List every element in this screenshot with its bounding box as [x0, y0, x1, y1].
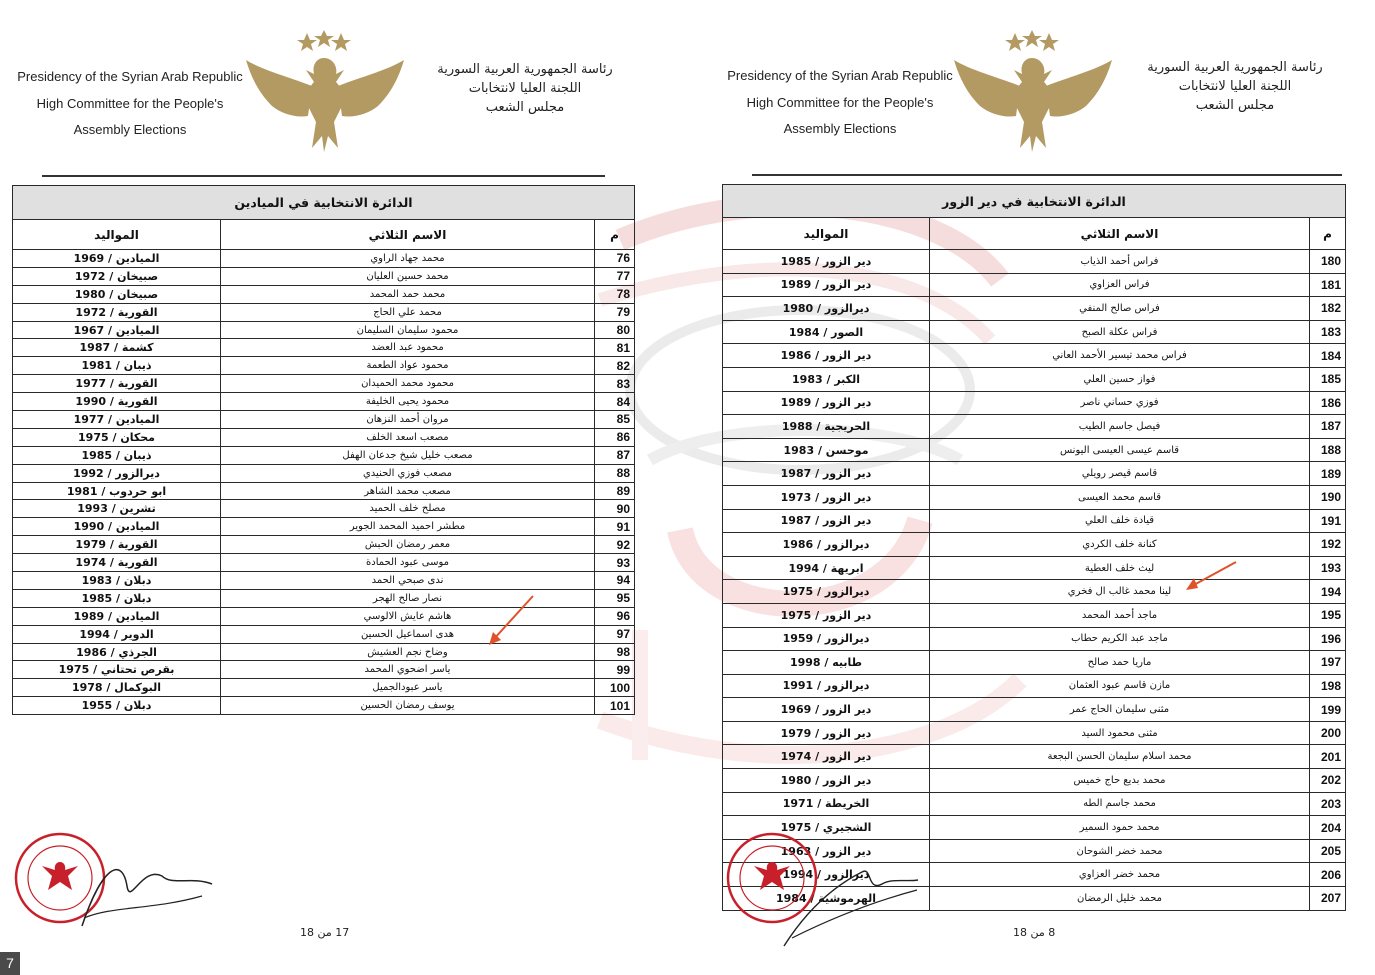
birthplace-year-cell: دبلان / 1983 [13, 572, 221, 590]
birthplace-year-cell: كشمة / 1987 [13, 339, 221, 357]
candidate-name-cell: فراس محمد تيسير الأحمد العاني [930, 344, 1310, 368]
header-ar-line3: مجلس الشعب [1195, 98, 1275, 113]
birthplace-year-cell: القورية / 1977 [13, 375, 221, 393]
row-number-cell: 195 [1310, 603, 1346, 627]
left-table-body [13, 250, 635, 715]
birthplace-year-cell: دير الزور / 1989 [723, 273, 930, 297]
table-row [723, 320, 1346, 344]
row-number-cell: 85 [595, 411, 635, 429]
candidate-name-cell: مصعب خليل شيخ جدعان الهفل [221, 446, 595, 464]
birthplace-year-cell: دبلان / 1955 [13, 697, 221, 715]
header-arabic [1130, 58, 1340, 115]
birthplace-year-cell: صبيخان / 1972 [13, 267, 221, 285]
birthplace-year-cell: ابريهة / 1994 [723, 556, 930, 580]
row-number-cell: 88 [595, 464, 635, 482]
header-en-line2: High Committee for the People's [36, 95, 224, 111]
row-number-cell: 94 [595, 572, 635, 590]
candidate-name-cell: محمود يحيى الخليفة [221, 393, 595, 411]
candidate-name-cell: مصعب اسعد الخلف [221, 428, 595, 446]
table-row [13, 303, 635, 321]
table-row [723, 674, 1346, 698]
eagle-emblem-icon [950, 30, 1115, 155]
birthplace-year-cell: ذيبان / 1985 [13, 446, 221, 464]
candidate-name-cell: محمد بديع حاج خميس [930, 769, 1310, 793]
header-english [10, 64, 250, 144]
header-arabic [420, 60, 630, 117]
birthplace-year-cell: دير الزور / 1987 [723, 462, 930, 486]
candidate-name-cell: معمر رمضان الحبش [221, 536, 595, 554]
candidate-name-cell: محمد حمود السمير [930, 816, 1310, 840]
candidate-name-cell: ياسر اضحوي المحمد [221, 661, 595, 679]
district-title: الدائرة الانتخابية في دير الزور [723, 185, 1346, 218]
header-en-line1: Presidency of the Syrian Arab Republic [727, 68, 953, 83]
header-ar-line1: رئاسة الجمهورية العربية السورية [437, 62, 613, 77]
row-number-cell: 191 [1310, 509, 1346, 533]
column-header-num: م [595, 220, 635, 250]
table-row [723, 367, 1346, 391]
row-number-cell: 206 [1310, 863, 1346, 887]
row-number-cell: 91 [595, 518, 635, 536]
table-row [13, 357, 635, 375]
candidate-name-cell: مصعب فوزي الحنيدي [221, 464, 595, 482]
birthplace-year-cell: الميادين / 1989 [13, 607, 221, 625]
row-number-cell: 84 [595, 393, 635, 411]
birthplace-year-cell: الميادين / 1969 [13, 250, 221, 268]
row-number-cell: 183 [1310, 320, 1346, 344]
table-row [13, 536, 635, 554]
row-number-cell: 100 [595, 679, 635, 697]
birthplace-year-cell: الخريطة / 1971 [723, 792, 930, 816]
birthplace-year-cell: تشرين / 1993 [13, 500, 221, 518]
birthplace-year-cell: طابيه / 1998 [723, 651, 930, 675]
column-header-num: م [1310, 218, 1346, 250]
header-en-line1: Presidency of the Syrian Arab Republic [17, 69, 243, 84]
candidate-name-cell: لينا محمد غالب ال فخري [930, 580, 1310, 604]
row-number-cell: 76 [595, 250, 635, 268]
header-en-line3: Assembly Elections [73, 122, 187, 137]
candidate-name-cell: قاسم محمد العيسى [930, 485, 1310, 509]
row-number-cell: 184 [1310, 344, 1346, 368]
right-page [700, 0, 1375, 975]
eagle-emblem-icon [242, 30, 407, 155]
table-row [723, 556, 1346, 580]
candidate-name-cell: ماجد عبد الكريم حطاب [930, 627, 1310, 651]
birthplace-year-cell: محكان / 1975 [13, 428, 221, 446]
birthplace-year-cell: دير الزور / 1973 [723, 485, 930, 509]
row-number-cell: 201 [1310, 745, 1346, 769]
row-number-cell: 197 [1310, 651, 1346, 675]
row-number-cell: 101 [595, 697, 635, 715]
row-number-cell: 97 [595, 625, 635, 643]
corner-tag: 7 [0, 952, 20, 975]
candidate-name-cell: محمد جهاد الراوي [221, 250, 595, 268]
table-row [723, 344, 1346, 368]
birthplace-year-cell: القورية / 1990 [13, 393, 221, 411]
table-row [13, 339, 635, 357]
left-page [0, 0, 655, 975]
table-row [723, 485, 1346, 509]
arrow-pointer-icon [1182, 558, 1240, 594]
row-number-cell: 192 [1310, 533, 1346, 557]
table-row [13, 375, 635, 393]
row-number-cell: 188 [1310, 438, 1346, 462]
table-row [723, 627, 1346, 651]
birthplace-year-cell: ديرالزور / 1991 [723, 674, 930, 698]
header-ar-line3: مجلس الشعب [485, 100, 565, 115]
row-number-cell: 202 [1310, 769, 1346, 793]
candidate-name-cell: يوسف رمضان الحسين [221, 697, 595, 715]
table-row [723, 580, 1346, 604]
table-row [723, 533, 1346, 557]
row-number-cell: 198 [1310, 674, 1346, 698]
table-row [13, 267, 635, 285]
table-row [13, 589, 635, 607]
candidate-name-cell: محمد خضر الشوحان [930, 839, 1310, 863]
table-row [723, 297, 1346, 321]
birthplace-year-cell: الصور / 1984 [723, 320, 930, 344]
birthplace-year-cell: الحريجية / 1988 [723, 415, 930, 439]
candidate-name-cell: موسى عبود الحمادة [221, 554, 595, 572]
row-number-cell: 83 [595, 375, 635, 393]
table-row [13, 446, 635, 464]
column-header-name: الاسم الثلاثي [221, 220, 595, 250]
row-number-cell: 92 [595, 536, 635, 554]
birthplace-year-cell: ذيبان / 1981 [13, 357, 221, 375]
candidate-name-cell: محمد اسلام سليمان الحسن البجعة [930, 745, 1310, 769]
row-number-cell: 90 [595, 500, 635, 518]
birthplace-year-cell: ديرالزور / 1994 [723, 863, 930, 887]
birthplace-year-cell: دبلان / 1985 [13, 589, 221, 607]
candidate-name-cell: محمد علي الحاج [221, 303, 595, 321]
candidate-name-cell: محمد حسين العليان [221, 267, 595, 285]
table-row [723, 462, 1346, 486]
candidate-name-cell: فوزي حساني ناصر [930, 391, 1310, 415]
birthplace-year-cell: دير الزور / 1985 [723, 250, 930, 274]
header-en-line3: Assembly Elections [783, 121, 897, 136]
row-number-cell: 81 [595, 339, 635, 357]
candidate-name-cell: مصعب محمد الشاهر [221, 482, 595, 500]
column-header-dob: المواليد [13, 220, 221, 250]
table-row [723, 745, 1346, 769]
birthplace-year-cell: الشجيري / 1975 [723, 816, 930, 840]
candidate-name-cell: مطشر احميد المحمد الجوير [221, 518, 595, 536]
birthplace-year-cell: بقرص تحتاني / 1975 [13, 661, 221, 679]
table-row [13, 607, 635, 625]
candidate-name-cell: قاسم قيصر رويلي [930, 462, 1310, 486]
table-row [723, 509, 1346, 533]
candidate-name-cell: قيادة خلف العلي [930, 509, 1310, 533]
table-row [13, 464, 635, 482]
birthplace-year-cell: الميادين / 1990 [13, 518, 221, 536]
row-number-cell: 99 [595, 661, 635, 679]
birthplace-year-cell: الكبر / 1983 [723, 367, 930, 391]
row-number-cell: 78 [595, 285, 635, 303]
birthplace-year-cell: البوكمال / 1978 [13, 679, 221, 697]
birthplace-year-cell: دير الزور / 1989 [723, 391, 930, 415]
candidate-name-cell: محمد خضر العزاوي [930, 863, 1310, 887]
birthplace-year-cell: ديرالزور / 1975 [723, 580, 930, 604]
birthplace-year-cell: موحسن / 1983 [723, 438, 930, 462]
birthplace-year-cell: ديرالزور / 1980 [723, 297, 930, 321]
candidate-name-cell: محمود عبد العضد [221, 339, 595, 357]
row-number-cell: 207 [1310, 887, 1346, 911]
birthplace-year-cell: دير الزور / 1987 [723, 509, 930, 533]
table-row [13, 428, 635, 446]
row-number-cell: 87 [595, 446, 635, 464]
candidate-name-cell: فراس صالح المنفي [930, 297, 1310, 321]
row-number-cell: 77 [595, 267, 635, 285]
row-number-cell: 187 [1310, 415, 1346, 439]
table-row [723, 391, 1346, 415]
candidate-name-cell: مصلح خلف الحميد [221, 500, 595, 518]
candidate-name-cell: ليث خلف العطية [930, 556, 1310, 580]
candidate-name-cell: ماجد أحمد المحمد [930, 603, 1310, 627]
candidate-name-cell: محمد خليل الرمضان [930, 887, 1310, 911]
birthplace-year-cell: الميادين / 1977 [13, 411, 221, 429]
birthplace-year-cell: الجرذي / 1986 [13, 643, 221, 661]
right-candidates-table [722, 184, 1346, 911]
table-row [13, 285, 635, 303]
candidate-name-cell: فراس عكلة الصبح [930, 320, 1310, 344]
birthplace-year-cell: القورية / 1979 [13, 536, 221, 554]
row-number-cell: 182 [1310, 297, 1346, 321]
row-number-cell: 200 [1310, 721, 1346, 745]
birthplace-year-cell: دير الزور / 1986 [723, 344, 930, 368]
row-number-cell: 93 [595, 554, 635, 572]
table-row [13, 625, 635, 643]
row-number-cell: 186 [1310, 391, 1346, 415]
row-number-cell: 86 [595, 428, 635, 446]
district-title: الدائرة الانتخابية في الميادين [13, 186, 635, 220]
candidate-name-cell: فراس العزاوي [930, 273, 1310, 297]
row-number-cell: 96 [595, 607, 635, 625]
header-divider [752, 174, 1342, 176]
table-row [13, 250, 635, 268]
row-number-cell: 189 [1310, 462, 1346, 486]
row-number-cell: 203 [1310, 792, 1346, 816]
table-row [723, 792, 1346, 816]
birthplace-year-cell: ديرالزور / 1959 [723, 627, 930, 651]
header-ar-line1: رئاسة الجمهورية العربية السورية [1147, 60, 1323, 75]
table-row [13, 482, 635, 500]
header-english [720, 63, 960, 143]
row-number-cell: 180 [1310, 250, 1346, 274]
row-number-cell: 181 [1310, 273, 1346, 297]
candidate-name-cell: ماريا حمد صالح [930, 651, 1310, 675]
signature-icon [82, 870, 212, 926]
header-divider [42, 175, 605, 177]
table-row [723, 250, 1346, 274]
birthplace-year-cell: دير الزور / 1969 [723, 698, 930, 722]
left-candidates-table [12, 185, 635, 715]
candidate-name-cell: مازن قاسم عبود العثمان [930, 674, 1310, 698]
row-number-cell: 193 [1310, 556, 1346, 580]
table-row [13, 518, 635, 536]
page-footer: 17 من 18 [300, 926, 350, 939]
birthplace-year-cell: ابو حردوب / 1981 [13, 482, 221, 500]
row-number-cell: 190 [1310, 485, 1346, 509]
birthplace-year-cell: دير الزور / 1980 [723, 769, 930, 793]
candidate-name-cell: ندى صبحي الحمد [221, 572, 595, 590]
candidate-name-cell: فراس أحمد الذياب [930, 250, 1310, 274]
candidate-name-cell: هاشم عايش الالوسي [221, 607, 595, 625]
candidate-name-cell: كنانة خلف الكردي [930, 533, 1310, 557]
birthplace-year-cell: ديرالزور / 1986 [723, 533, 930, 557]
row-number-cell: 80 [595, 321, 635, 339]
row-number-cell: 196 [1310, 627, 1346, 651]
table-row [13, 321, 635, 339]
right-table-body [723, 250, 1346, 911]
birthplace-year-cell: الهرموشية / 1984 [723, 887, 930, 911]
page-footer: 8 من 18 [1013, 926, 1056, 939]
candidate-name-cell: وضاح نجم العشيش [221, 643, 595, 661]
row-number-cell: 205 [1310, 839, 1346, 863]
candidate-name-cell: هدى اسماعيل الحسين [221, 625, 595, 643]
candidate-name-cell: قاسم عيسى العيسى اليونس [930, 438, 1310, 462]
candidate-name-cell: ياسر عبودالجميل [221, 679, 595, 697]
candidate-name-cell: محمود عواد الطعمة [221, 357, 595, 375]
table-row [13, 554, 635, 572]
birthplace-year-cell: ديرالزور / 1992 [13, 464, 221, 482]
row-number-cell: 89 [595, 482, 635, 500]
official-seal-icon [12, 826, 222, 936]
official-seal-icon [722, 822, 922, 952]
header-ar-line2: اللجنة العليا لانتخابات [468, 81, 582, 96]
row-number-cell: 204 [1310, 816, 1346, 840]
table-row [13, 500, 635, 518]
birthplace-year-cell: دير الزور / 1963 [723, 839, 930, 863]
candidate-name-cell: محمد جاسم الطه [930, 792, 1310, 816]
table-row [13, 697, 635, 715]
candidate-name-cell: مروان أحمد النزهان [221, 411, 595, 429]
table-row [723, 698, 1346, 722]
table-row [13, 679, 635, 697]
row-number-cell: 79 [595, 303, 635, 321]
arrow-pointer-icon [485, 592, 537, 648]
header-en-line2: High Committee for the People's [746, 94, 934, 110]
candidate-name-cell: مثنى محمود السيد [930, 721, 1310, 745]
row-number-cell: 95 [595, 589, 635, 607]
table-row [723, 415, 1346, 439]
candidate-name-cell: محمود محمد الحميدان [221, 375, 595, 393]
birthplace-year-cell: دير الزور / 1974 [723, 745, 930, 769]
candidate-name-cell: محمود سليمان السليمان [221, 321, 595, 339]
column-header-dob: المواليد [723, 218, 930, 250]
birthplace-year-cell: دير الزور / 1979 [723, 721, 930, 745]
row-number-cell: 194 [1310, 580, 1346, 604]
table-row [723, 603, 1346, 627]
candidate-name-cell: نصار صالح الهجر [221, 589, 595, 607]
birthplace-year-cell: دير الزور / 1975 [723, 603, 930, 627]
table-row [13, 643, 635, 661]
candidate-name-cell: فيصل جاسم الطيب [930, 415, 1310, 439]
table-row [723, 651, 1346, 675]
candidate-name-cell: فواز حسين العلي [930, 367, 1310, 391]
table-row [13, 572, 635, 590]
birthplace-year-cell: الدوير / 1994 [13, 625, 221, 643]
row-number-cell: 185 [1310, 367, 1346, 391]
table-row [723, 273, 1346, 297]
column-header-name: الاسم الثلاثي [930, 218, 1310, 250]
table-row [723, 769, 1346, 793]
table-row [723, 721, 1346, 745]
table-row [13, 411, 635, 429]
row-number-cell: 98 [595, 643, 635, 661]
table-row [723, 438, 1346, 462]
header-ar-line2: اللجنة العليا لانتخابات [1178, 79, 1292, 94]
row-number-cell: 82 [595, 357, 635, 375]
candidate-name-cell: مثنى سليمان الحاج عمر [930, 698, 1310, 722]
birthplace-year-cell: الميادين / 1967 [13, 321, 221, 339]
table-row [13, 393, 635, 411]
birthplace-year-cell: صبيخان / 1980 [13, 285, 221, 303]
birthplace-year-cell: القورية / 1974 [13, 554, 221, 572]
birthplace-year-cell: القورية / 1972 [13, 303, 221, 321]
table-row [13, 661, 635, 679]
candidate-name-cell: محمد حمد المحمد [221, 285, 595, 303]
row-number-cell: 199 [1310, 698, 1346, 722]
